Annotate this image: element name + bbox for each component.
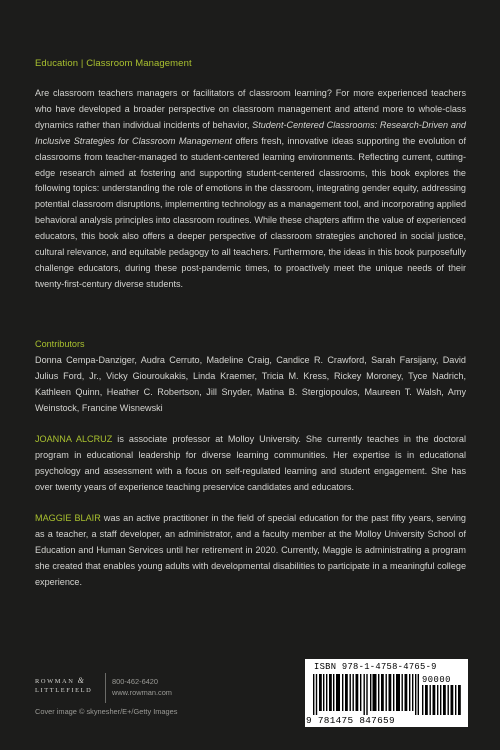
addon-bars	[422, 685, 462, 715]
author-bio-blair	[35, 511, 466, 591]
author-name: JOANNA ALCRUZ	[35, 434, 113, 444]
contributors-heading: Contributors	[35, 339, 85, 349]
author-bio-text: is associate professor at Molloy University. She currently teaches in the doctoral program in educational leadership for diverse learning communities. Her expertise is in educational psychology and assessment with a focus on self-regulated learning and student engagement. She has over twenty years of experience teaching preservice candidates and educators.	[35, 434, 466, 492]
publisher-contact	[112, 676, 172, 698]
isbn-barcode	[305, 659, 468, 727]
publisher-logo	[35, 676, 92, 695]
book-title: Student-Centered Classrooms: Research-Driven and Inclusive Strategies for Classroom Management	[35, 119, 466, 146]
logo-line-2: LITTLEFIELD	[35, 687, 93, 694]
ean-bars	[313, 674, 419, 715]
book-description	[35, 86, 466, 293]
author-name: MAGGIE BLAIR	[35, 513, 101, 523]
logo-line-1: ROWMAN	[35, 678, 75, 685]
logo-ampersand: &	[77, 676, 84, 685]
description-text-2: offers fresh, innovative ideas supporting the evolution of classrooms from teacher-managed to student-centered learning environments. Reflecting current, cutting-edge research aimed at fostering and supporting student-centered classrooms, this book explores the following topics: understanding the role of emotions in the classroom, integrating gender equity, addressing potential classroom disruptions, implementing technology as a management tool, and incorporating applied behavioral analysis principles into classroom routines. While these chapters affirm the value of experienced educators, this book also offers a deeper perspective of classroom strategies anchored in social justice, cultural relevance, and equitable pedagogy to all teachers. Furthermore, the ideas in this book purposefully challenge educators, during these post-pandemic times, to proactively meet the unique needs of their twenty-first-century diverse students.	[35, 135, 466, 289]
logo-divider	[105, 673, 106, 703]
category-label: Education | Classroom Management	[35, 58, 192, 69]
publisher-website: www.rowman.com	[112, 688, 172, 697]
contributors-list: Donna Cempa-Danziger, Audra Cerruto, Madeline Craig, Candice R. Crawford, Sarah Farsijany, David Julius Ford, Jr., Vicky Giouroukakis, Linda Kraemer, Tricia M. Kress, Rickey Moroney, Tyce Nadrich, Kathleen Quinn, Heather C. Robertson, Jill Snyder, Matina B. Stergiopoulos, Maureen T. Walsh, Amy Weinstock, Francine Wisnewski	[35, 355, 466, 413]
cover-credit: Cover image © skynesher/E+/Getty Images	[35, 707, 178, 716]
author-bio-text: was an active practitioner in the field of special education for the past fifty years, serving as a teacher, a staff developer, an administrator, and a faculty member at the Molloy University School of Education and Human Services until her retirement in 2020. Currently, Maggie is administrating a program she created that enables young adults with developmental disabilities to participate in a meaningful college experience.	[35, 513, 466, 587]
price-code: 90000	[422, 675, 451, 685]
description-text-1: Are classroom teachers managers or facilitators of classroom learning? For more experienced teachers who have developed a broader perspective on classroom management and attend more to whole-class dynamics rather than individual incidents of behavior,	[35, 88, 466, 130]
isbn-label: ISBN 978-1-4758-4765-9	[314, 662, 437, 672]
author-bio-alcruz	[35, 432, 466, 496]
ean-digits: 9 781475 847659	[306, 715, 395, 726]
publisher-phone: 800-462-6420	[112, 677, 159, 686]
